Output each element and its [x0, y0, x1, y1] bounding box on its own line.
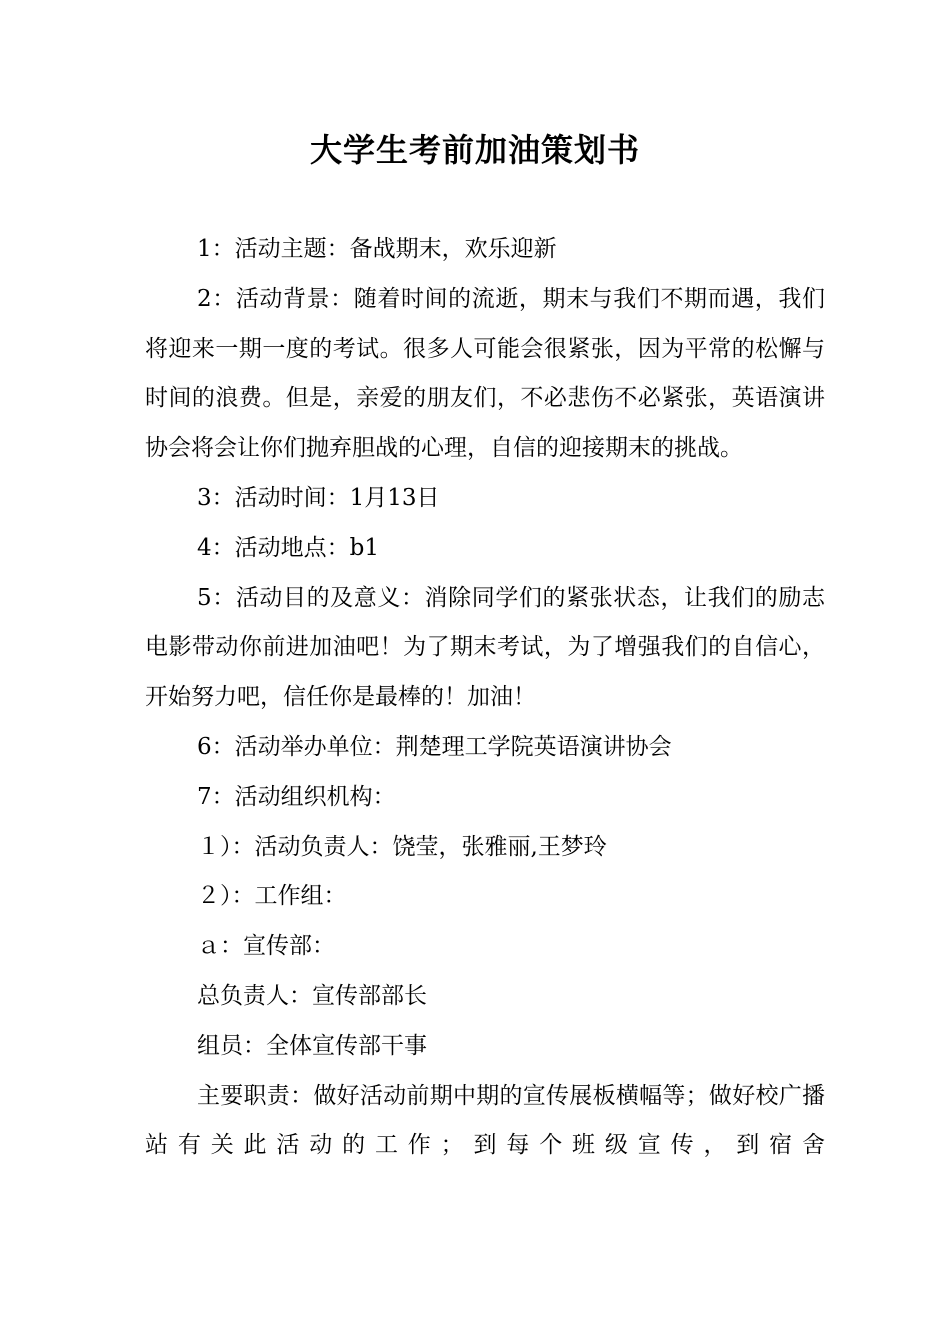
- paragraph-workgroup: ２）：工作组：: [197, 883, 347, 910]
- paragraph-members: 组员：全体宣传部干事: [197, 1032, 427, 1059]
- paragraph-organizer: 6：活动举办单位：荆楚理工学院英语演讲协会: [197, 733, 672, 760]
- paragraph-chief: 总负责人：宣传部部长: [197, 982, 427, 1009]
- paragraph-time: 3：活动时间：1月13日: [197, 484, 440, 511]
- document-body: [145, 225, 825, 1171]
- paragraph-publicity-dept: ａ：宣传部：: [197, 933, 335, 960]
- document-title: 大学生考前加油策划书: [309, 131, 640, 169]
- paragraph-duties: 主要职责：做好活动前期中期的宣传展板横幅等；做好校广播站有关此活动的工作；到每个班级宣传，到宿舍: [145, 1082, 825, 1159]
- paragraph-location: 4：活动地点：b1: [197, 534, 379, 561]
- paragraph-purpose: 5：活动目的及意义：消除同学们的紧张状态，让我们的励志电影带动你前进加油吧！为了期末考试，为了增强我们的自信心，开始努力吧，信任你是最棒的！加油！: [145, 584, 825, 711]
- paragraph-leaders: １）：活动负责人：饶莹，张雅丽,王梦玲: [197, 833, 607, 860]
- paragraph-theme: 1：活动主题：备战期末，欢乐迎新: [197, 236, 557, 262]
- paragraph-structure: 7：活动组织机构：: [197, 783, 396, 810]
- paragraph-background: 2：活动背景：随着时间的流逝，期末与我们不期而遇，我们将迎来一期一度的考试。很多人可能会很紧张，因为平常的松懈与时间的浪费。但是，亲爱的朋友们，不必悲伤不必紧张，英语演讲协会将会让你们抛弃胆战的心理，自信的迎接期末的挑战。: [145, 285, 825, 462]
